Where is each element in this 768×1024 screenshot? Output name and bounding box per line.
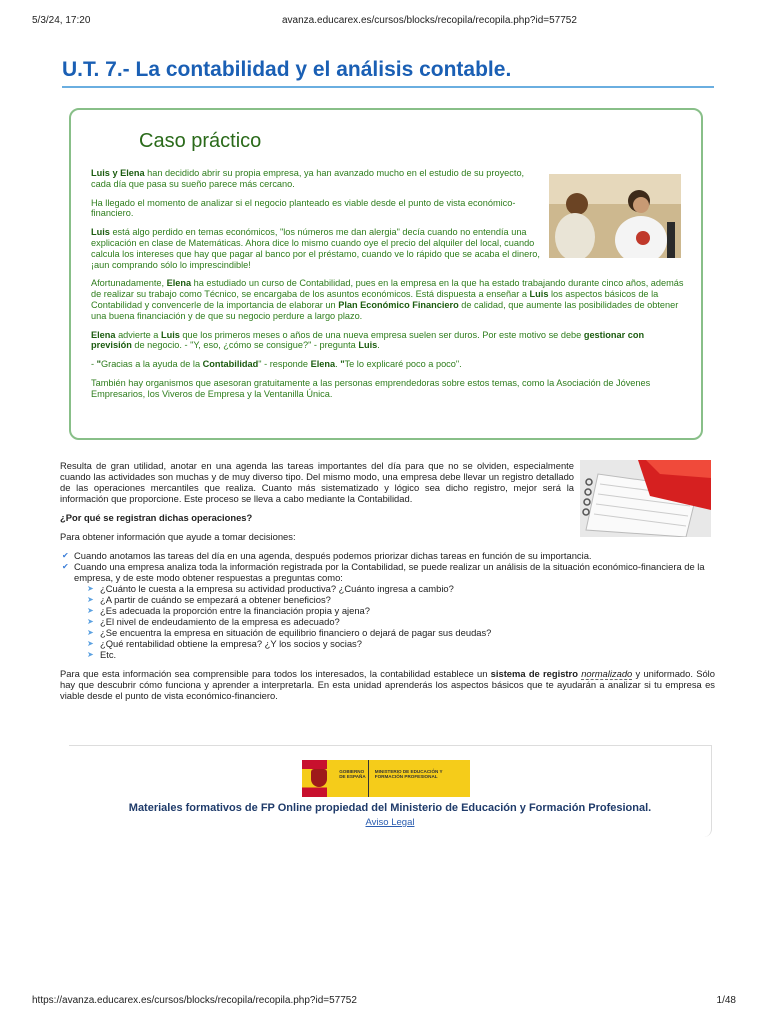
print-footer (32, 995, 736, 1006)
case-paragraph-2: Ha llegado el momento de analizar si el negocio planteado es viable desde el punto de vista económico-financiero. (91, 197, 516, 219)
case-p6-b4: " (340, 359, 345, 370)
case-p3-text: está algo perdido en temas económicos, "los números me dan alergia" decía cuando no entendía una explicación en clase de Matemáticas. Ahora dice lo mismo cuando oye el precio del alquiler del local, cuando calcula los intereses que hay que pagar al banco por el préstamo, cuando ve lo rápido que se acaba el dinero, ¡aun comprando sólo lo imprescindible! (91, 227, 540, 270)
main-content (60, 460, 715, 709)
list-item: ✔ Cuando anotamos las tareas del día en una agenda, después podemos priorizar dichas tareas en función de su importancia. (74, 550, 715, 561)
case-p4-t1: Afortunadamente, (91, 278, 167, 289)
case-p4-b1: Elena (166, 278, 192, 289)
case-p6-t5: Te lo explicaré poco a poco". (344, 359, 462, 370)
case-p5-b2: Luis (160, 329, 180, 340)
case-p6-b1: " (96, 359, 101, 370)
case-paragraph-3 (91, 227, 545, 270)
lead-paragraph: Para obtener información que ayude a tomar decisiones: (60, 531, 296, 542)
intro-paragraph: Resulta de gran utilidad, anotar en una agenda las tareas importantes del día para que no se olviden, especialmente cuando las actividades son muchas y de muy diverso tipo. Del mismo modo, una empresa debe llevar un registro detallado de las operaciones mercantiles que realiza. Cuanto más sistematizado y lógico sea dicho registro, mejor será la información que proporcione. Este proceso se lleva a cabo mediante la Contabilidad. (60, 460, 574, 504)
agenda-photo (580, 460, 711, 537)
case-p6-t4: . (335, 359, 341, 370)
reasons-list (60, 550, 715, 660)
questions-list (74, 583, 715, 660)
case-p5-t3: de negocio. - "Y, eso, ¿cómo se consigue?" - pregunta (131, 340, 359, 351)
case-p6-t3: " - responde (258, 359, 311, 370)
case-p6-b2: Contabilidad (202, 359, 259, 370)
list-item: ➤ ¿Se encuentra la empresa en situación de equilibrio financiero o dejará de pagar sus deudas? (100, 627, 715, 638)
closing-bold: sistema de registro (490, 668, 578, 679)
content-footer (69, 745, 712, 837)
case-p6-b3: Elena (310, 359, 336, 370)
case-study-heading: Caso práctico (139, 130, 262, 152)
question-text: ¿Por qué se registran dichas operaciones? (60, 512, 253, 523)
students-image (549, 174, 681, 258)
closing-t3: y uniformado. Sólo hay que descubrir cómo funciona y aprender a interpretarla. En esta unidad aprenderás los aspectos básicos que te ayudarán a analizar si tu empresa es viable desde el punto de vista económico-financiero. (60, 668, 715, 701)
students-photo (549, 174, 681, 258)
print-url: avanza.educarex.es/cursos/blocks/recopila/recopila.php?id=57752 (282, 15, 577, 26)
case-p4-t3: los aspectos básicos de la Contabilidad y convencerle de la importancia de elaborar un (91, 289, 659, 310)
closing-t1: Para que esta información sea comprensible para todos los interesados, la contabilidad establece un (60, 668, 491, 679)
print-datetime: 5/3/24, 17:20 (32, 15, 91, 26)
name-luis-elena: Luis y Elena (91, 168, 145, 178)
coat-of-arms-icon (302, 760, 327, 797)
ministry-logo (302, 760, 470, 797)
case-p6-t1: - (91, 359, 97, 370)
list-item: ➤ ¿Es adecuada la proporción entre la financiación propia y ajena? (100, 605, 715, 616)
case-p4-b2: Luis (529, 289, 549, 300)
case-p5-b3: gestionar con previsión (91, 329, 645, 351)
logo-gobierno: GOBIERNO DE ESPAÑA (327, 760, 369, 797)
page-title: U.T. 7.- La contabilidad y el análisis contable. (62, 58, 714, 88)
case-p6-t2: Gracias a la ayuda de la (100, 359, 203, 370)
aviso-legal-link[interactable]: Aviso Legal (365, 817, 415, 828)
list-item: ➤ ¿Qué rentabilidad obtiene la empresa? ¿Y los socios y socias? (100, 638, 715, 649)
list-item (74, 561, 715, 660)
case-paragraph-1 (91, 168, 545, 190)
case-p5-t1: advierte a (115, 329, 161, 340)
case-p5-t2: que los primeros meses o años de una nueva empresa suelen ser duros. Por este motivo se debe (179, 329, 584, 340)
case-p4-t2: ha estudiado un curso de Contabilidad, pues en la empresa en la que ha estado trabajando durante cinco años, además de realizar su trabajo como Técnico, se encargaba de los asuntos económicos. Está dispuesta a enseñar a (91, 278, 684, 300)
case-paragraph-4 (91, 278, 685, 321)
case-p4-b3: Plan Económico Financiero (338, 299, 459, 310)
case-study-text (91, 168, 684, 408)
logo-ministerio: MINISTERIO DE EDUCACIÓN Y FORMACIÓN PROFESIONAL (374, 769, 443, 779)
case-p5-t4: . (377, 340, 380, 351)
name-luis: Luis (91, 227, 110, 238)
agenda-image (580, 460, 711, 537)
case-p5-b1: Elena (91, 329, 116, 340)
case-study-box (69, 108, 703, 440)
case-paragraph-7: También hay organismos que asesoran gratuitamente a las personas emprendedoras sobre estos temas, como la Asociación de Jóvenes Empresarios, los Viveros de Empresa y la Ventanilla Única. (91, 377, 651, 399)
list-item: ➤ ¿A partir de cuándo se empezará a obtener beneficios? (100, 594, 715, 605)
list-item: ➤ ¿Cuánto le cuesta a la empresa su actividad productiva? ¿Cuánto ingresa a cambio? (100, 583, 715, 594)
glossary-term[interactable]: normalizado (581, 668, 633, 679)
bullet-2-text: Cuando una empresa analiza toda la información registrada por la Contabilidad, se puede realizar un análisis de la situación económico-financiera de la empresa, y de este modo obtener respuestas a preguntas como: (74, 561, 705, 583)
list-item: ➤ ¿El nivel de endeudamiento de la empresa es adecuado? (100, 616, 715, 627)
closing-paragraph (60, 668, 715, 701)
materials-notice: Materiales formativos de FP Online propiedad del Ministerio de Educación y Formación Profesional. (128, 802, 652, 814)
list-item: ➤ Etc. (100, 649, 715, 660)
case-p1-text: han decidido abrir su propia empresa, ya han avanzado mucho en el estudio de su proyecto, cada día que pasa su sueño parece más cercano. (91, 168, 525, 189)
page-number: 1/48 (716, 995, 736, 1006)
case-paragraph-5 (91, 330, 685, 352)
case-p5-b4: Luis (358, 340, 378, 351)
case-paragraph-6 (91, 359, 685, 370)
case-p4-t4: de calidad, que aumente las posibilidades de obtener una buena financiación y de que su negocio perdure a largo plazo. (91, 299, 679, 321)
print-footer-url: https://avanza.educarex.es/cursos/blocks/recopila/recopila.php?id=57752 (32, 995, 357, 1006)
